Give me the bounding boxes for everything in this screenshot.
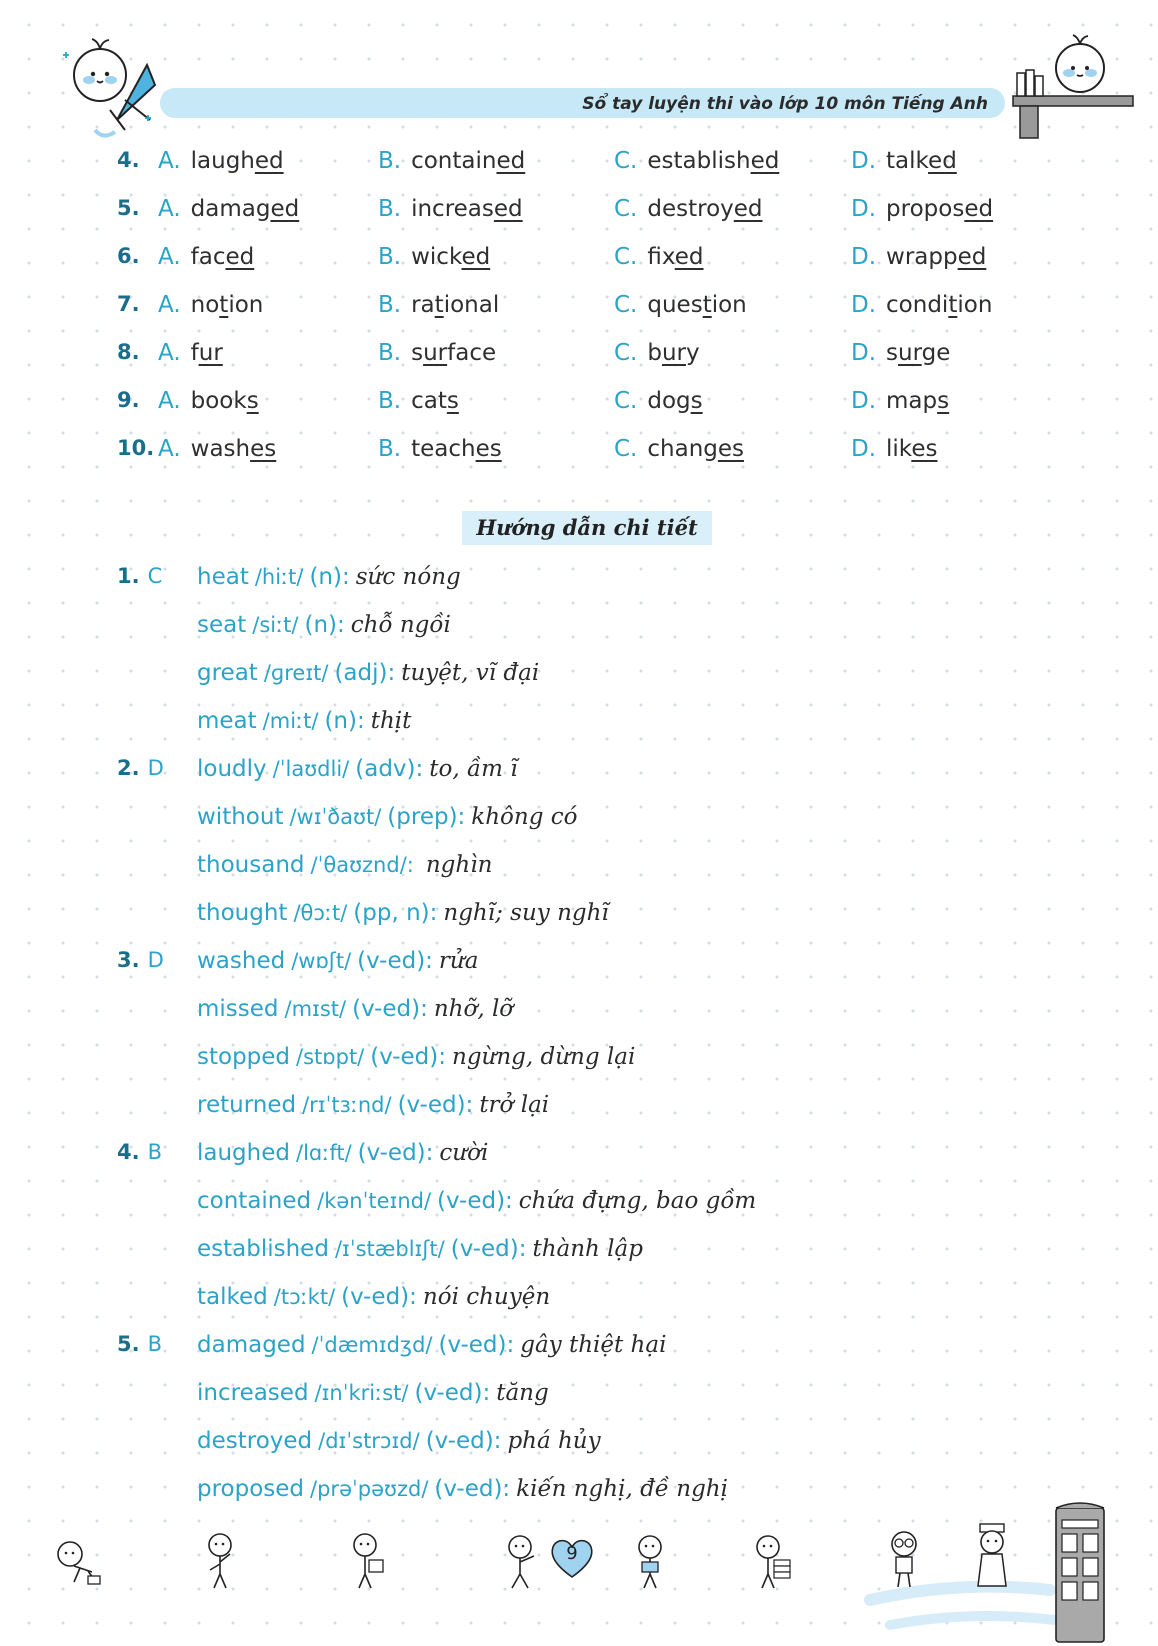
option-c: C. dogs [614,388,703,414]
answer-key [117,1044,125,1068]
answer-row [0,1332,1158,1372]
answer-row [0,1380,1158,1420]
answer-row [0,660,1158,700]
vocab-entry: seat /siːt/ (n): chỗ ngồi [197,612,451,638]
vocab-entry: talked /tɔːkt/ (v-ed): nói chuyện [197,1284,551,1310]
answer-row [0,852,1158,892]
answer-key: 1. C [117,564,163,588]
vocab-entry: returned /rɪˈtɜːnd/ (v-ed): trở lại [197,1092,550,1118]
option-c: C. question [614,292,747,318]
option-d: D. maps [851,388,950,414]
answer-row [0,804,1158,844]
vocab-entry: thought /θɔːt/ (pp, n): nghĩ; suy nghĩ [197,900,609,926]
answer-row [0,564,1158,604]
question-number: 8. [117,340,140,364]
vocab-entry: contained /kənˈteɪnd/ (v-ed): chứa đựng, bao gồm [197,1188,757,1214]
question-row [0,292,1158,332]
vocab-entry: washed /wɒʃt/ (v-ed): rửa [197,948,479,974]
question-row [0,340,1158,380]
question-number: 6. [117,244,140,268]
robed-figure-icon [970,1522,1015,1590]
option-b: B. teaches [378,436,502,462]
vocab-entry: missed /mɪst/ (v-ed): nhỡ, lỡ [197,996,514,1022]
answer-key [117,612,125,636]
vocab-entry: heat /hiːt/ (n): sức nóng [197,564,461,590]
header-title: Sổ tay luyện thi vào lớp 10 môn Tiếng Anh [582,94,988,114]
option-b: B. wicked [378,244,491,270]
option-d: D. surge [851,340,951,366]
phone-booth-icon [1050,1500,1110,1645]
reading-figure-icon [345,1532,390,1590]
option-a: A. books [158,388,259,414]
vocab-entry: increased /ɪnˈkriːst/ (v-ed): tăng [197,1380,549,1406]
vocab-entry: laughed /lɑːft/ (v-ed): cười [197,1140,489,1166]
answer-key [117,852,125,876]
vocab-entry: meat /miːt/ (n): thịt [197,708,412,734]
vocab-entry: stopped /stɒpt/ (v-ed): ngừng, dừng lại [197,1044,636,1070]
option-d: D. proposed [851,196,994,222]
answer-key [117,660,125,684]
option-c: C. fixed [614,244,704,270]
option-a: A. damaged [158,196,300,222]
option-d: D. likes [851,436,938,462]
question-number: 7. [117,292,140,316]
option-b: B. increased [378,196,523,222]
section-title: Hướng dẫn chi tiết [462,511,712,545]
answer-row [0,1476,1158,1516]
answer-key [117,708,125,732]
vocab-entry: damaged /ˈdæmɪdʒd/ (v-ed): gây thiệt hại [197,1332,667,1358]
option-d: D. talked [851,148,957,174]
glasses-figure-icon [882,1530,927,1590]
page-number: 9 [566,1543,578,1564]
answer-row [0,1236,1158,1276]
answer-key [117,900,125,924]
option-c: C. bury [614,340,700,366]
answer-key: 5. B [117,1332,163,1356]
answer-row [0,708,1158,748]
question-row [0,148,1158,188]
question-number: 10. [117,436,155,460]
rocket-mascot-icon [55,30,165,145]
vocab-entry: loudly /ˈlaʊdli/ (adv): to, ầm ĩ [197,756,518,782]
question-number: 5. [117,196,140,220]
crawling-figure-icon [52,1538,107,1588]
answer-row [0,1140,1158,1180]
answer-row [0,1428,1158,1468]
vocab-entry: without /wɪˈðaʊt/ (prep): không có [197,804,578,830]
option-b: B. rational [378,292,500,318]
option-c: C. changes [614,436,745,462]
answer-key [117,996,125,1020]
question-row [0,196,1158,236]
option-c: C. destroyed [614,196,763,222]
answer-key: 3. D [117,948,164,972]
option-a: A. laughed [158,148,284,174]
question-number: 9. [117,388,140,412]
option-b: B. cats [378,388,459,414]
desk-mascot-icon [1005,28,1135,143]
answer-key [117,1092,125,1116]
vocab-entry: established /ɪˈstæblɪʃt/ (v-ed): thành lập [197,1236,643,1262]
answer-row [0,1188,1158,1228]
answer-key [117,1476,125,1500]
answer-row [0,612,1158,652]
answer-key: 4. B [117,1140,163,1164]
answer-key: 2. D [117,756,164,780]
answer-key [117,1236,125,1260]
answer-row [0,756,1158,796]
answer-key [117,804,125,828]
book-figure-icon [630,1534,675,1590]
option-b: B. contained [378,148,526,174]
option-a: A. washes [158,436,277,462]
answer-row [0,900,1158,940]
question-number: 4. [117,148,140,172]
waving-figure-icon [500,1534,545,1590]
option-b: B. surface [378,340,497,366]
vocab-entry: proposed /prəˈpəʊzd/ (v-ed): kiến nghị, đề nghị [197,1476,728,1502]
question-row [0,388,1158,428]
answer-row [0,996,1158,1036]
answer-key [117,1428,125,1452]
answer-key [117,1380,125,1404]
answer-row [0,1044,1158,1084]
option-a: A. faced [158,244,255,270]
option-a: A. fur [158,340,223,366]
answer-row [0,948,1158,988]
answer-key [117,1188,125,1212]
question-row [0,244,1158,284]
option-c: C. established [614,148,780,174]
thinking-figure-icon [200,1532,240,1590]
vocab-entry: destroyed /dɪˈstrɔɪd/ (v-ed): phá hủy [197,1428,601,1454]
vocab-entry: thousand /ˈθaʊznd/: nghìn [197,852,493,878]
answer-key [117,1284,125,1308]
carrying-books-figure-icon [748,1534,798,1590]
answer-row [0,1284,1158,1324]
question-row [0,436,1158,476]
option-d: D. wrapped [851,244,987,270]
option-d: D. condition [851,292,993,318]
answer-row [0,1092,1158,1132]
vocab-entry: great /ɡreɪt/ (adj): tuyệt, vĩ đại [197,660,540,686]
option-a: A. notion [158,292,264,318]
